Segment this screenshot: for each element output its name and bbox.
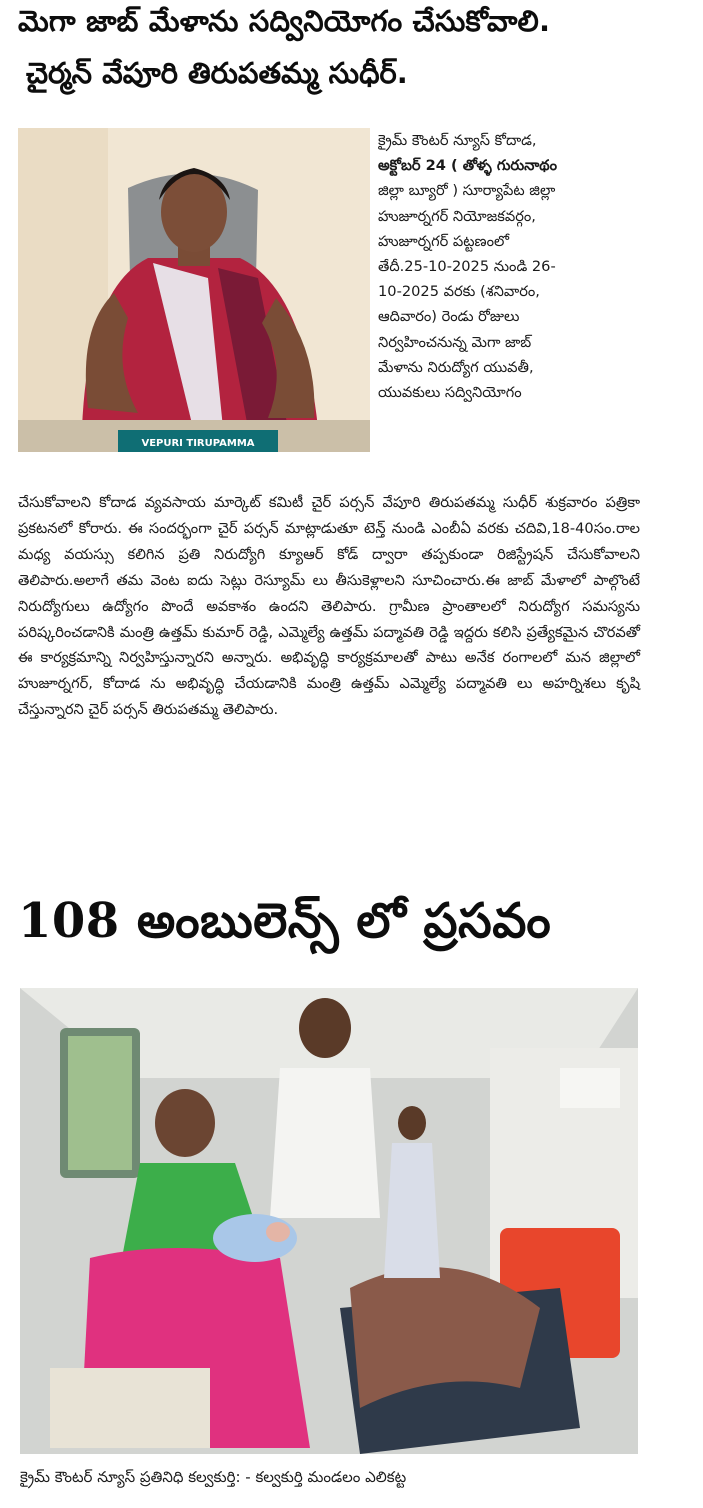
side-line: నిర్వహించనున్న మెగా జాబ్ — [378, 333, 532, 351]
headline-job-mela: మెగా జాబ్ మేళాను సద్వినియోగం చేసుకోవాలి. — [18, 4, 551, 38]
headline-ambulance-delivery: 108 అంబులెన్స్ లో ప్రసవం — [18, 893, 552, 949]
headline-chairperson: చైర్మన్ వేపూరి తిరుపతమ్మ సుధీర్. — [26, 56, 408, 90]
side-line: తేదీ.25-10-2025 నుండి 26- — [378, 258, 556, 276]
side-line: హుజూర్నగర్ పట్టణంలో — [378, 232, 509, 250]
side-line: మేళాను నిరుద్యోగ యువతీ, — [378, 358, 534, 376]
chairperson-photo — [18, 128, 370, 452]
side-line: అక్టోబర్ 24 ( తోళ్ళ గురునాథం — [378, 157, 557, 175]
article-body: చేసుకోవాలని కోదాడ వ్యవసాయ మార్కెట్ కమిటీ చైర్ పర్సన్ వేపూరి తిరుపతమ్మ సుధీర్ శుక్రవారం పత్రికా ప్రకటనలో కోరారు. ఈ సందర్భంగా చైర్ పర్సన్ మాట్లాడుతూ టెన్త్ నుండి ఎంబీఏ వరకు చదివి,18-40సం.రాల మధ్య వయస్సు కలిగిన ప్రతి నిరుద్యోగి క్యూఆర్ కోడ్ ద్వారా తప్పకుండా రిజిస్ట్రేషన్ చేసుకోవాలని తెలిపారు.అలాగే తమ వెంట ఐదు సెట్లు రెస్యూమ్ లు తీసుకెళ్లాలని సూచించారు.ఈ జాబ్ మేళాలో పాల్గొంటే నిరుద్యోగులు ఉద్యోగం పొందే అవకాశం ఉందని తెలిపారు. గ్రామీణ ప్రాంతాలలో నిరుద్యోగ సమస్యను పరిష్కరించడానికి మంత్రి ఉత్తమ్ కుమార్ రెడ్డి, ఎమ్మెల్యే ఉత్తమ్ పద్మావతి రెడ్డి ఇద్దరు కలిసి ప్రత్యేకమైన చొరవతో ఈ కార్యక్రమాన్ని నిర్వహిస్తున్నారని అన్నారు. అభివృద్ధి కార్యక్రమాలతో పాటు అనేక రంగాలలో మన జిల్లాలో హుజూర్నగర్, కోదాడ ను అభివృద్ధి చేయడానికి మంత్రి ఉత్తమ్ ఎమ్మెల్యే పద్మావతి లు అహర్నిశలు కృషి చేస్తున్నారని చైర్ పర్సన్ తిరుపతమ్మ తెలిపారు. — [18, 494, 640, 719]
side-line: ఆదివారం) రెండు రోజులు — [378, 308, 520, 326]
side-line: 10-2025 వరకు (శనివారం, — [378, 283, 540, 301]
ambulance-photo — [20, 988, 638, 1454]
side-line: జిల్లా బ్యూరో ) సూర్యాపేట జిల్లా — [378, 182, 556, 200]
article-side-column — [378, 128, 640, 405]
side-line: హుజూర్నగర్ నియోజకవర్గం, — [378, 207, 536, 225]
side-line: యువకులు సద్వినియోగం — [378, 384, 522, 402]
nameplate-text: VEPURI TIRUPAMMA — [141, 438, 255, 449]
side-line: క్రైమ్ కౌంటర్ న్యూస్ కోదాడ, — [378, 132, 537, 149]
ambulance-caption: క్రైమ్ కౌంటర్ న్యూస్ ప్రతినిధి కల్వకుర్తి: - కల్వకుర్తి మండలం ఎలికట్ట — [20, 1468, 407, 1486]
